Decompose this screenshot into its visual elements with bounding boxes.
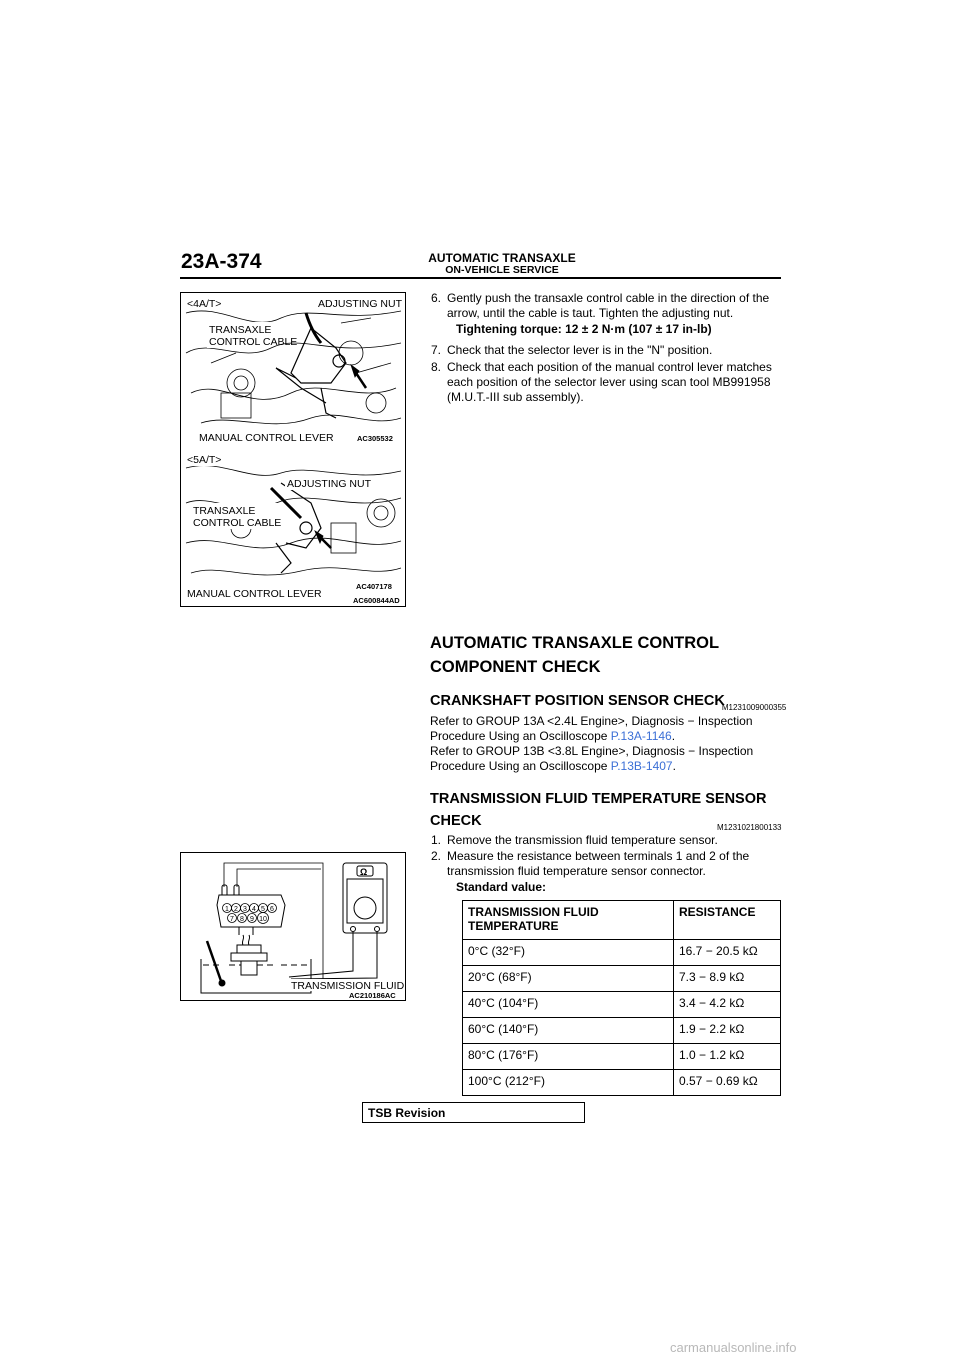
- resistance-cell: 3.4 − 4.2 kΩ: [674, 992, 781, 1018]
- step-6: [431, 291, 783, 321]
- variant-5at-label: <5A/T>: [187, 454, 222, 466]
- crankshaft-check-title: [430, 690, 787, 714]
- table-header-row: [463, 901, 781, 940]
- step-text: Check that each position of the manual control lever matches each position of the selector lever using scan tool MB991958 (M.U.T.-III sub assembly).: [447, 360, 772, 404]
- header-title-main: AUTOMATIC TRANSAXLE: [428, 251, 576, 265]
- table-row: [463, 966, 781, 992]
- crank-ref-a-line1: Refer to GROUP 13A <2.4L Engine>, Diagnosis − Inspection: [430, 714, 753, 728]
- temp-cell: 20°C (68°F): [463, 966, 674, 992]
- crankshaft-check-body: [430, 714, 782, 774]
- resistance-measurement-figure: [180, 852, 406, 1001]
- terminal-6: 6: [270, 906, 274, 913]
- step-number: 7.: [431, 343, 442, 357]
- resistance-cell: 1.9 − 2.2 kΩ: [674, 1018, 781, 1044]
- tsb-revision-box: TSB Revision: [362, 1102, 585, 1123]
- table-row: [463, 1044, 781, 1070]
- watermark: carmanualsonline.info: [670, 1340, 797, 1355]
- resistance-cell: 16.7 − 20.5 kΩ: [674, 940, 781, 966]
- header-rule: [180, 277, 781, 279]
- temp-cell: 40°C (104°F): [463, 992, 674, 1018]
- tft-title-line-2: CHECK: [430, 813, 482, 829]
- resistance-cell: 7.3 − 8.9 kΩ: [674, 966, 781, 992]
- page-number: 23A-374: [181, 250, 262, 273]
- lever-label-top: MANUAL CONTROL LEVER: [199, 432, 334, 444]
- adjusting-nut-label-bottom: ADJUSTING NUT: [287, 478, 371, 490]
- step-text: Check that the selector lever is in the "N" position.: [447, 343, 713, 357]
- tft-step-2: [431, 849, 783, 879]
- temp-cell: 60°C (140°F): [463, 1018, 674, 1044]
- terminal-5: 5: [261, 906, 265, 913]
- cable-label-top-2: CONTROL CABLE: [209, 336, 298, 348]
- crank-ref-a-line2: Procedure Using an Oscilloscope P.13A-1146.: [430, 729, 676, 743]
- control-cable-figure: [180, 292, 406, 607]
- temp-cell: 0°C (32°F): [463, 940, 674, 966]
- terminal-3: 3: [243, 906, 247, 913]
- step-text: Gently push the transaxle control cable in the direction of the arrow, until the cable is taut. Tighten the adjusting nut.: [447, 291, 770, 320]
- control-cable-illustration: [181, 293, 405, 606]
- temp-cell: 100°C (212°F): [463, 1070, 674, 1096]
- section-title-line-1: AUTOMATIC TRANSAXLE CONTROL: [430, 634, 720, 652]
- adjusting-nut-label-top: ADJUSTING NUT: [318, 298, 402, 310]
- transmission-fluid-label: TRANSMISSION FLUID: [291, 980, 405, 992]
- tft-title-line-1: TRANSMISSION FLUID TEMPERATURE SENSOR: [430, 791, 767, 807]
- figure-code-top: AC305532: [357, 434, 393, 443]
- table-row: [463, 1070, 781, 1096]
- section-title: [430, 631, 780, 679]
- table-row: [463, 940, 781, 966]
- tft-step-1: [431, 833, 783, 848]
- crankshaft-check-code: M1231009000355: [721, 703, 787, 712]
- terminal-8: 8: [240, 916, 244, 923]
- crank-ref-b-line2: Procedure Using an Oscilloscope P.13B-1407.: [430, 759, 676, 773]
- table-row: [463, 992, 781, 1018]
- lever-label-bottom: MANUAL CONTROL LEVER: [187, 588, 322, 600]
- terminal-1: 1: [225, 906, 229, 913]
- terminal-9: 9: [250, 916, 254, 923]
- resistance-cell: 0.57 − 0.69 kΩ: [674, 1070, 781, 1096]
- header-temperature: TRANSMISSION FLUID TEMPERATURE: [463, 901, 674, 940]
- figure-code-main: AC600844AD: [353, 596, 400, 605]
- standard-value-label: Standard value:: [456, 880, 547, 894]
- step-text: Measure the resistance between terminals 1 and 2 of the transmission fluid temperature sensor connector.: [447, 849, 750, 878]
- header-title: [412, 252, 592, 276]
- step-number: 1.: [431, 833, 442, 847]
- section-title-line-2: COMPONENT CHECK: [430, 658, 601, 676]
- step-number: 2.: [431, 849, 442, 863]
- link-13b-1407[interactable]: P.13B-1407: [610, 759, 673, 773]
- ohmmeter-illustration: [181, 853, 405, 1000]
- step-8: [431, 360, 783, 405]
- terminal-7: 7: [230, 916, 234, 923]
- figure-code-2: AC210186AC: [349, 991, 396, 1000]
- resistance-cell: 1.0 − 1.2 kΩ: [674, 1044, 781, 1070]
- step-number: 6.: [431, 291, 442, 305]
- header-subtitle: ON-VEHICLE SERVICE: [445, 264, 559, 276]
- variant-4at-label: <4A/T>: [187, 298, 222, 310]
- temp-cell: 80°C (176°F): [463, 1044, 674, 1070]
- crank-ref-b-line1: Refer to GROUP 13B <3.8L Engine>, Diagnosis − Inspection: [430, 744, 754, 758]
- terminal-10: 10: [259, 916, 267, 923]
- header-resistance: RESISTANCE: [674, 901, 781, 940]
- cable-label-bottom-1: TRANSAXLE: [193, 505, 256, 517]
- table-row: [463, 1018, 781, 1044]
- cable-label-top-1: TRANSAXLE: [209, 324, 272, 336]
- cable-label-bottom-2: CONTROL CABLE: [193, 517, 282, 529]
- tft-check-code: M1231021800133: [717, 823, 782, 832]
- terminal-2: 2: [234, 906, 238, 913]
- terminal-4: 4: [252, 906, 256, 913]
- step-text: Remove the transmission fluid temperature sensor.: [447, 833, 718, 847]
- step-7: [431, 343, 783, 358]
- crankshaft-check-title-text: CRANKSHAFT POSITION SENSOR CHECK: [430, 693, 725, 709]
- link-13a-1146[interactable]: P.13A-1146: [610, 729, 672, 743]
- resistance-table: [462, 900, 781, 1096]
- ohm-symbol: Ω: [360, 867, 368, 877]
- step-number: 8.: [431, 360, 442, 374]
- torque-spec: Tightening torque: 12 ± 2 N·m (107 ± 17 in-lb): [456, 322, 712, 336]
- figure-code-bottom: AC407178: [356, 582, 392, 591]
